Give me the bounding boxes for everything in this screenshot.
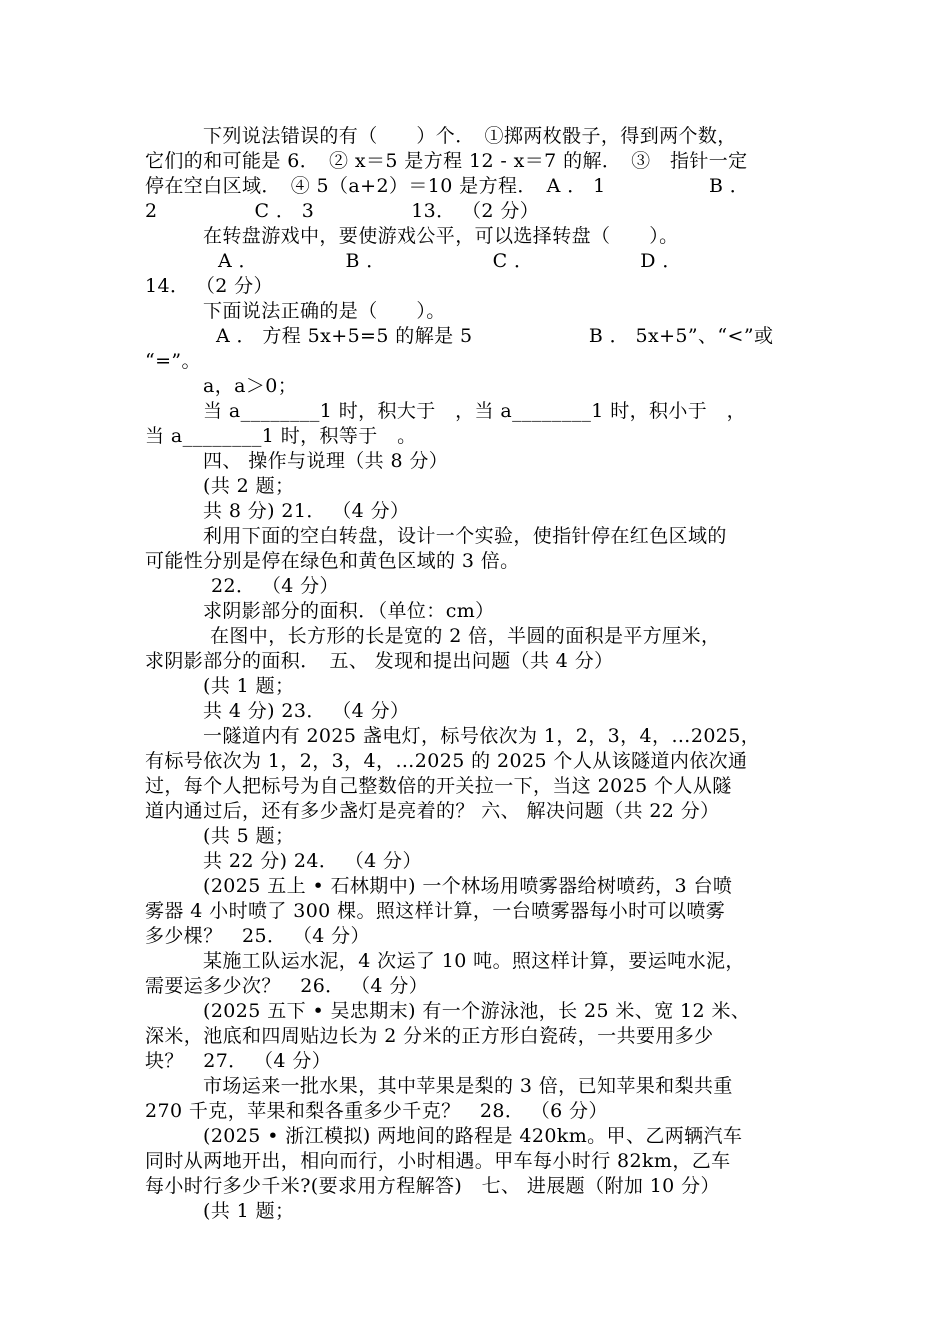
text-line: (2025 五上 • 石林期中) 一个林场用喷雾器给树喷药，3 台喷: [203, 875, 733, 897]
text-line: 在转盘游戏中，要使游戏公平，可以选择转盘（ ）。: [203, 225, 679, 247]
text-line: 雾器 4 小时喷了 300 棵。照这样计算，一台喷雾器每小时可以喷雾: [145, 900, 726, 922]
text-line: 块？ 27． （4 分）: [145, 1050, 332, 1072]
text-line: A ． B ． C ． D ．: [218, 250, 682, 272]
text-line: 需要运多少次？ 26． （4 分）: [145, 975, 429, 997]
text-line: 利用下面的空白转盘，设计一个实验，使指针停在红色区域的: [203, 525, 727, 547]
text-line: 过，每个人把标号为自己整数倍的开关拉一下，当这 2025 个人从隧: [145, 775, 732, 797]
text-line: 在图中，长方形的长是宽的 2 倍，半圆的面积是平方厘米，: [210, 625, 721, 647]
text-line: 求阴影部分的面积． 五、 发现和提出问题（共 4 分）: [145, 650, 614, 672]
text-line: 它们的和可能是 6． ② x＝5 是方程 12 - x＝7 的解． ③ 指针一定: [145, 150, 748, 172]
text-line: 一隧道内有 2025 盏电灯，标号依次为 1，2，3，4，…2025，: [203, 725, 761, 747]
text-line: 22． （4 分）: [211, 575, 339, 597]
text-line: 可能性分别是停在绿色和黄色区域的 3 倍。: [145, 550, 520, 572]
text-line: 共 8 分) 21． （4 分）: [203, 500, 410, 522]
text-line: (共 5 题；: [203, 825, 295, 847]
text-line: (共 1 题；: [203, 675, 295, 697]
text-line: 14． （2 分）: [145, 275, 273, 297]
text-line: 2 C ． 3 13． （2 分）: [145, 200, 540, 222]
text-line: 有标号依次为 1，2，3，4，…2025 的 2025 个人从该隧道内依次通: [145, 750, 748, 772]
text-line: a，a＞0；: [203, 375, 298, 397]
text-line: 多少棵？ 25． （4 分）: [145, 925, 370, 947]
text-line: 下面说法正确的是（ ）。: [203, 300, 446, 322]
text-line: 某施工队运水泥，4 次运了 10 吨。照这样计算，要运吨水泥，: [203, 950, 745, 972]
text-line: 共 4 分) 23． （4 分）: [203, 700, 410, 722]
text-line: 求阴影部分的面积．（单位：cm）: [203, 600, 495, 622]
text-line: 270 千克，苹果和梨各重多少千克？ 28． （6 分）: [145, 1100, 608, 1122]
text-line: 深米，池底和四周贴边长为 2 分米的正方形白瓷砖，一共要用多少: [145, 1025, 714, 1047]
text-line: 停在空白区域． ④ 5（a+2）＝10 是方程． A ． 1 B ．: [145, 175, 750, 197]
text-line: 同时从两地开出，相向而行，小时相遇。甲车每小时行 82km，乙车: [145, 1150, 731, 1172]
text-line: 每小时行多少千米?(要求用方程解答) 七、 进展题（附加 10 分）: [145, 1175, 720, 1197]
text-line: 下列说法错误的有（ ）个． ①掷两枚骰子，得到两个数，: [203, 125, 737, 147]
text-line: (共 2 题；: [203, 475, 295, 497]
text-line: 当 a________1 时，积大于 ，当 a________1 时，积小于 ，: [203, 400, 746, 422]
text-line: (2025 • 浙江模拟) 两地间的路程是 420km。甲、乙两辆汽车: [203, 1125, 743, 1147]
text-line: “=”。: [145, 350, 201, 372]
text-line: 市场运来一批水果，其中苹果是梨的 3 倍，已知苹果和梨共重: [203, 1075, 733, 1097]
text-line: 当 a________1 时，积等于 。: [145, 425, 417, 447]
section-heading: 四、 操作与说理（共 8 分）: [203, 450, 449, 472]
text-line: 道内通过后，还有多少盏灯是亮着的？ 六、 解决问题（共 22 分）: [145, 800, 720, 822]
text-line: 共 22 分) 24． （4 分）: [203, 850, 422, 872]
text-line: A ． 方程 5x+5=5 的解是 5 B ． 5x+5”、“<”或: [216, 325, 774, 347]
text-line: (共 1 题；: [203, 1200, 295, 1222]
text-line: (2025 五下 • 吴忠期末) 有一个游泳池，长 25 米、宽 12 米、: [203, 1000, 751, 1022]
